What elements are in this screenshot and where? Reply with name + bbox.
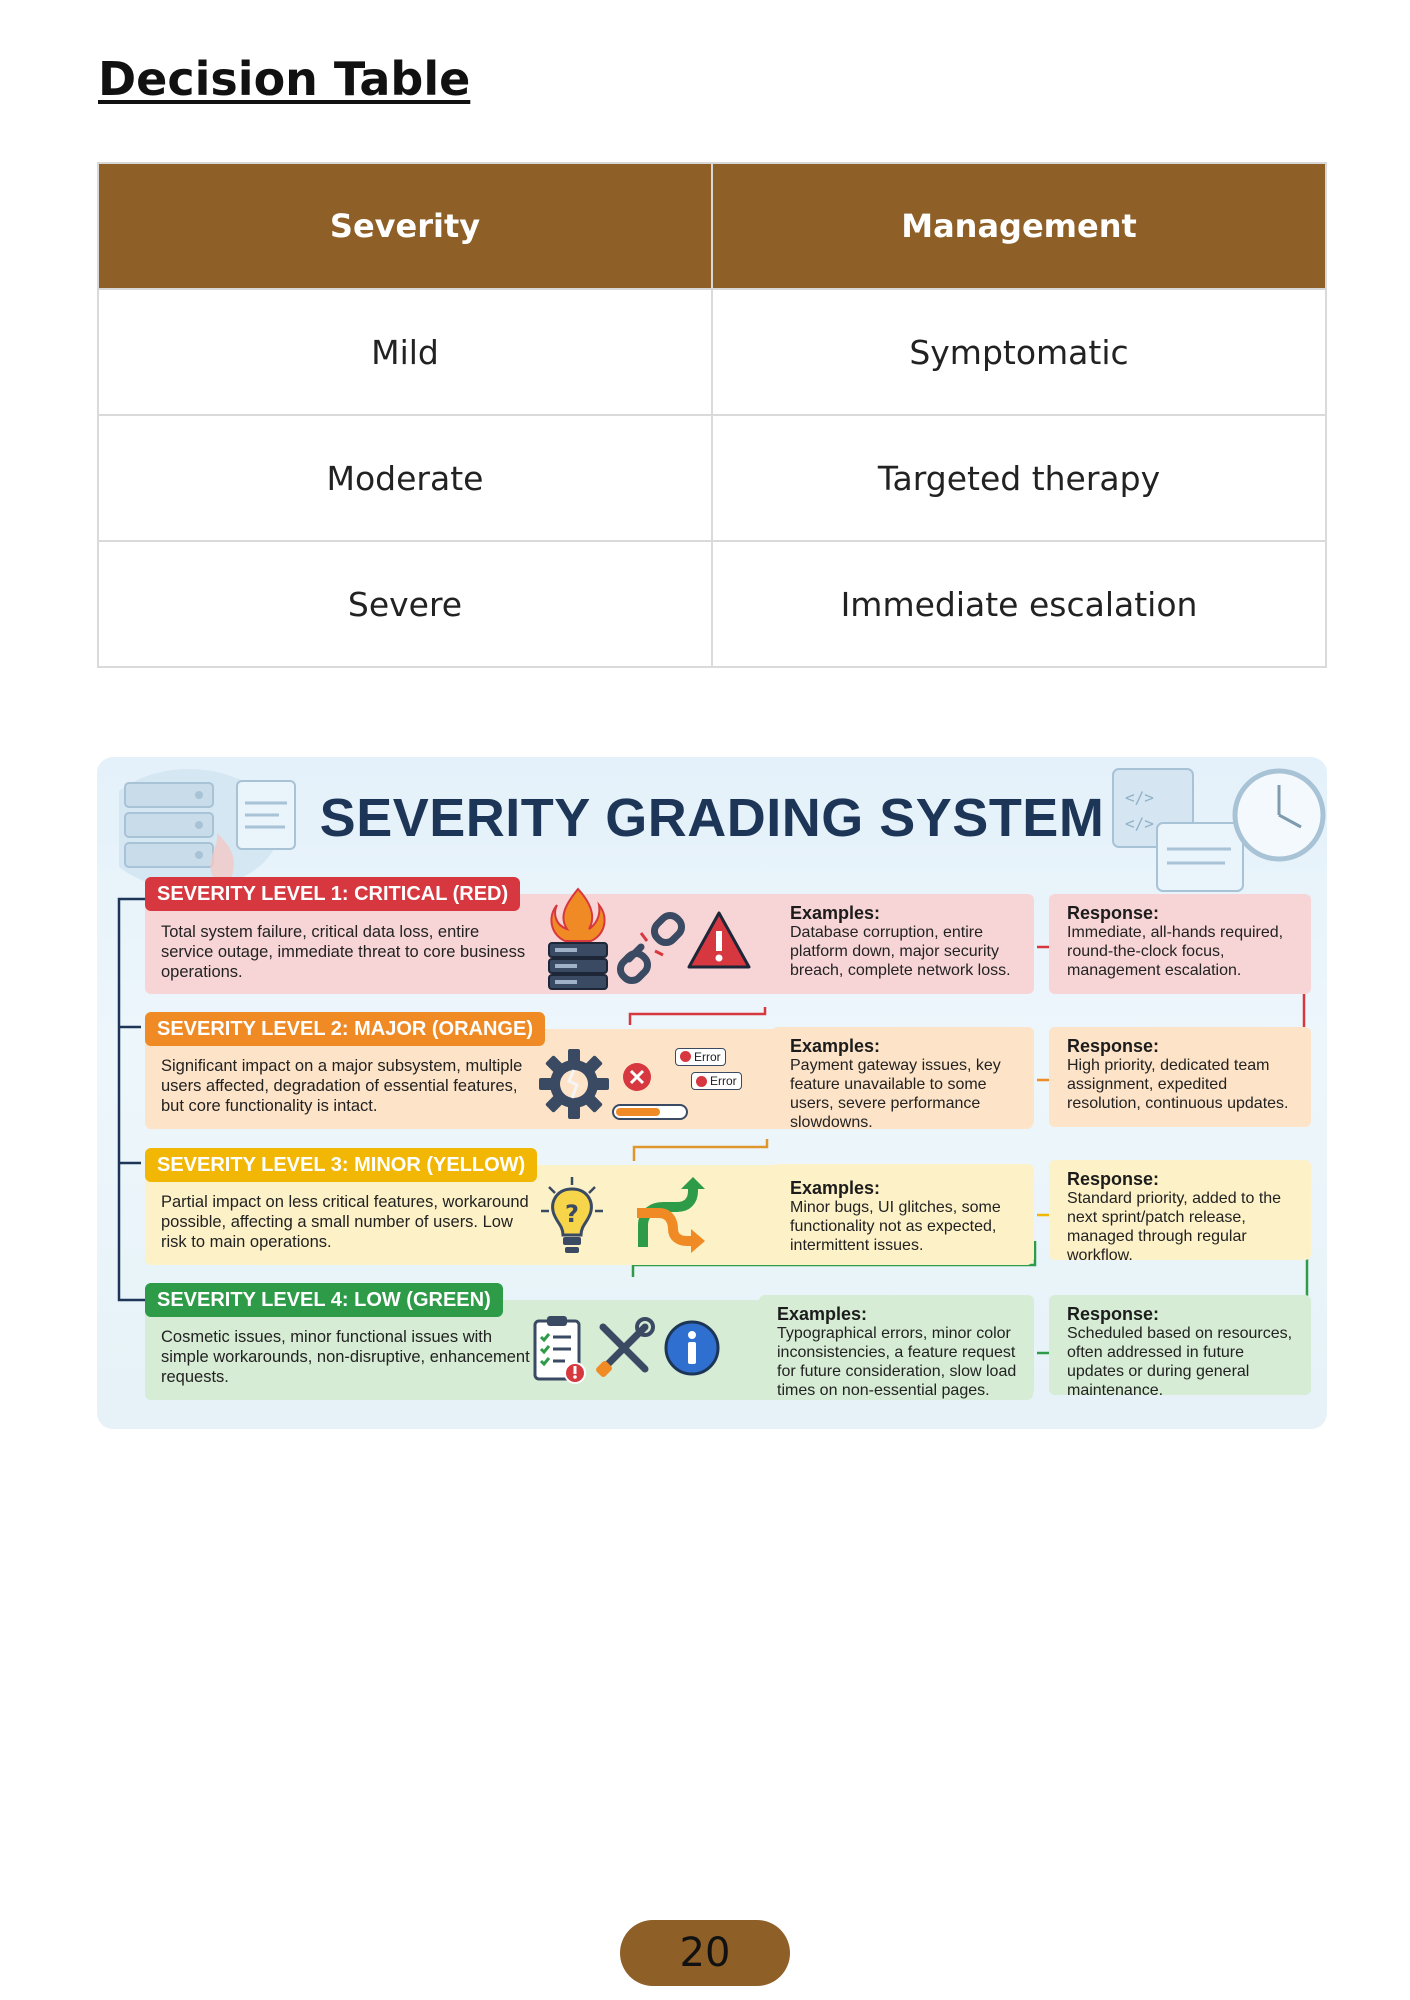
level-2-response-card (1049, 1027, 1311, 1127)
svg-text:?: ? (565, 1200, 579, 1228)
table-cell-severity: Mild (98, 289, 712, 415)
level-4-examples: Typographical errors, minor color inconsistencies, a feature request for future consideration, slow load times on non-essential pages. (777, 1325, 1017, 1399)
table-cell-management: Symptomatic (712, 289, 1326, 415)
level-1-examples-card (772, 894, 1034, 994)
checklist-icon (531, 1313, 589, 1385)
table-cell-management: Targeted therapy (712, 415, 1326, 541)
level-4-examples-card (759, 1295, 1034, 1399)
error-circle-icon (680, 1051, 691, 1062)
detour-arrows-icon (633, 1177, 709, 1257)
broken-link-icon (617, 907, 689, 987)
svg-text:</>: </> (1125, 788, 1154, 807)
error-label: Error (694, 1049, 721, 1064)
column-header-management: Management (712, 163, 1326, 289)
table-row (98, 415, 1326, 541)
examples-label: Examples: (777, 1304, 868, 1324)
level-4-response-card (1049, 1295, 1311, 1399)
level-3-description: Partial impact on less critical features, workaround possible, affecting a small number of users. Low risk to main operations. (161, 1193, 529, 1251)
table-row (98, 541, 1326, 667)
level-3-examples: Minor bugs, UI glitches, some functionality not as expected, intermittent issues. (790, 1199, 1001, 1254)
decision-table (97, 162, 1327, 668)
level-4-title: SEVERITY LEVEL 4: LOW (GREEN) (145, 1283, 503, 1317)
level-3-response: Standard priority, added to the next sprint/patch release, managed through regular workflow. (1067, 1190, 1282, 1264)
error-badge (691, 1072, 742, 1090)
level-2-examples: Payment gateway issues, key feature unavailable to some users, severe performance slowdowns. (790, 1057, 1001, 1131)
level-3-examples-card (772, 1164, 1034, 1264)
level-1-title: SEVERITY LEVEL 1: CRITICAL (RED) (145, 877, 520, 911)
response-label: Response: (1067, 903, 1160, 923)
table-cell-severity: Moderate (98, 415, 712, 541)
error-badge (675, 1048, 726, 1066)
level-2-examples-card (772, 1027, 1034, 1131)
table-cell-severity: Severe (98, 541, 712, 667)
error-circle-icon (696, 1076, 707, 1087)
column-header-severity: Severity (98, 163, 712, 289)
table-row (98, 289, 1326, 415)
page-title: Decision Table (98, 52, 471, 106)
table-cell-management: Immediate escalation (712, 541, 1326, 667)
level-3-response-card (1049, 1160, 1311, 1264)
level-2-description: Significant impact on a major subsystem, multiple users affected, degradation of essential features, but core functionality is intact. (161, 1057, 523, 1115)
level-2-title: SEVERITY LEVEL 2: MAJOR (ORANGE) (145, 1012, 545, 1046)
level-1-response-card (1049, 894, 1311, 994)
page-number-badge: 20 (620, 1920, 790, 1986)
table-header-row (98, 163, 1326, 289)
examples-label: Examples: (790, 1036, 881, 1056)
broken-gear-icon (537, 1047, 611, 1121)
examples-label: Examples: (790, 903, 881, 923)
lightbulb-question-icon (535, 1175, 609, 1257)
tools-icon (593, 1317, 655, 1379)
infographic-title: SEVERITY GRADING SYSTEM (319, 788, 1105, 848)
level-3-title: SEVERITY LEVEL 3: MINOR (YELLOW) (145, 1148, 537, 1182)
severity-grading-infographic (97, 757, 1327, 1429)
error-label: Error (710, 1074, 737, 1088)
error-badges (675, 1047, 755, 1091)
response-label: Response: (1067, 1169, 1160, 1189)
svg-text:</>: </> (1125, 814, 1154, 833)
level-1-examples: Database corruption, entire platform down, major security breach, complete network loss. (790, 924, 1011, 979)
server-fire-icon (545, 885, 611, 995)
level-4-response: Scheduled based on resources, often addressed in future updates or during general maintenance. (1067, 1325, 1293, 1399)
response-label: Response: (1067, 1304, 1160, 1324)
info-icon (663, 1319, 721, 1377)
warning-icon (687, 909, 751, 973)
level-1-response: Immediate, all-hands required, round-the-clock focus, management escalation. (1067, 924, 1284, 979)
level-4-description: Cosmetic issues, minor functional issues with simple workarounds, non-disruptive, enhancement requests. (161, 1328, 530, 1386)
examples-label: Examples: (790, 1178, 881, 1198)
response-label: Response: (1067, 1036, 1160, 1056)
level-2-response: High priority, dedicated team assignment, expedited resolution, continuous updates. (1067, 1057, 1289, 1112)
level-1-description: Total system failure, critical data loss, entire service outage, immediate threat to core business operations. (161, 923, 526, 981)
